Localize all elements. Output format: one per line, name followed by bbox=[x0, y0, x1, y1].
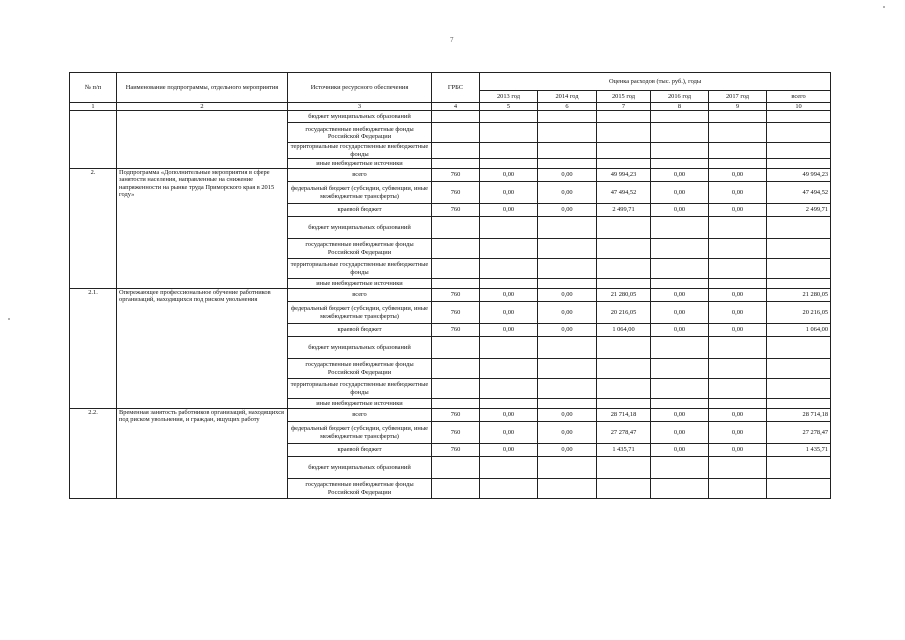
grbs-cell bbox=[432, 399, 480, 409]
section-name: Подпрограмма «Дополнительные мероприятия в сфере занятости населения, направленные на снижение напряженности на рынке труда Приморского края в 2015 году» bbox=[117, 169, 288, 289]
source-cell: государственные внебюджетные фонды Российской Федерации bbox=[288, 239, 432, 259]
grbs-cell bbox=[432, 379, 480, 399]
value-cell: 49 994,23 bbox=[767, 169, 831, 182]
source-cell: территориальные государственные внебюджетные фонды bbox=[288, 259, 432, 279]
num-cell bbox=[70, 111, 117, 169]
value-cell: 0,00 bbox=[651, 182, 709, 204]
empty-cell bbox=[767, 111, 831, 123]
section-name: Временная занятость работников организаций, находящихся под риском увольнения, и граждан, ищущих работу bbox=[117, 409, 288, 499]
value-cell bbox=[767, 259, 831, 279]
value-cell bbox=[480, 479, 538, 499]
value-cell: 0,00 bbox=[480, 182, 538, 204]
source-cell: иные внебюджетные источники bbox=[288, 279, 432, 289]
value-cell bbox=[480, 399, 538, 409]
column-index: 5 bbox=[480, 103, 538, 111]
value-cell bbox=[767, 359, 831, 379]
grbs-cell bbox=[432, 457, 480, 479]
year-header: 2017 год bbox=[709, 91, 767, 103]
value-cell bbox=[767, 457, 831, 479]
col-header-num: № п/п bbox=[70, 73, 117, 103]
value-cell: 0,00 bbox=[538, 289, 597, 302]
value-cell bbox=[651, 457, 709, 479]
value-cell: 0,00 bbox=[480, 302, 538, 324]
value-cell bbox=[767, 279, 831, 289]
value-cell: 0,00 bbox=[651, 169, 709, 182]
column-index: 8 bbox=[651, 103, 709, 111]
name-cell bbox=[117, 111, 288, 169]
source-cell: иные внебюджетные источники bbox=[288, 159, 432, 169]
value-cell bbox=[597, 457, 651, 479]
source-cell: государственные внебюджетные фонды Российской Федерации bbox=[288, 359, 432, 379]
value-cell bbox=[480, 457, 538, 479]
grbs-cell: 760 bbox=[432, 182, 480, 204]
section-number: 2.2. bbox=[70, 409, 117, 499]
value-cell bbox=[480, 359, 538, 379]
value-cell bbox=[597, 279, 651, 289]
value-cell: 0,00 bbox=[538, 409, 597, 422]
value-cell bbox=[709, 457, 767, 479]
value-cell: 0,00 bbox=[651, 409, 709, 422]
value-cell bbox=[651, 479, 709, 499]
value-cell: 0,00 bbox=[709, 444, 767, 457]
value-cell bbox=[538, 379, 597, 399]
value-cell bbox=[538, 259, 597, 279]
value-cell: 47 494,52 bbox=[767, 182, 831, 204]
value-cell bbox=[597, 217, 651, 239]
empty-cell bbox=[480, 111, 538, 123]
empty-cell bbox=[597, 143, 651, 159]
grbs-cell: 760 bbox=[432, 409, 480, 422]
value-cell: 0,00 bbox=[480, 444, 538, 457]
value-cell: 0,00 bbox=[651, 444, 709, 457]
column-index: 1 bbox=[70, 103, 117, 111]
source-cell: бюджет муниципальных образований bbox=[288, 217, 432, 239]
value-cell bbox=[651, 337, 709, 359]
value-cell bbox=[597, 399, 651, 409]
grbs-cell bbox=[432, 259, 480, 279]
value-cell bbox=[538, 457, 597, 479]
value-cell bbox=[651, 259, 709, 279]
value-cell bbox=[709, 337, 767, 359]
value-cell bbox=[538, 279, 597, 289]
value-cell bbox=[709, 217, 767, 239]
value-cell: 0,00 bbox=[538, 324, 597, 337]
value-cell: 0,00 bbox=[538, 422, 597, 444]
empty-cell bbox=[538, 123, 597, 143]
year-header: 2013 год bbox=[480, 91, 538, 103]
empty-cell bbox=[709, 143, 767, 159]
value-cell: 0,00 bbox=[709, 289, 767, 302]
empty-cell bbox=[432, 159, 480, 169]
column-index: 7 bbox=[597, 103, 651, 111]
value-cell: 21 280,05 bbox=[767, 289, 831, 302]
value-cell bbox=[651, 239, 709, 259]
value-cell: 49 994,23 bbox=[597, 169, 651, 182]
source-cell: федеральный бюджет (субсидии, субвенции, иные межбюджетные трансферты) bbox=[288, 422, 432, 444]
grbs-cell bbox=[432, 359, 480, 379]
grbs-cell: 760 bbox=[432, 422, 480, 444]
grbs-cell: 760 bbox=[432, 324, 480, 337]
value-cell bbox=[709, 379, 767, 399]
value-cell bbox=[709, 239, 767, 259]
value-cell bbox=[480, 217, 538, 239]
value-cell: 21 280,05 bbox=[597, 289, 651, 302]
scan-speck bbox=[883, 6, 885, 8]
value-cell bbox=[709, 279, 767, 289]
value-cell: 28 714,18 bbox=[597, 409, 651, 422]
value-cell bbox=[597, 359, 651, 379]
value-cell: 0,00 bbox=[538, 302, 597, 324]
value-cell bbox=[767, 479, 831, 499]
value-cell: 27 278,47 bbox=[597, 422, 651, 444]
value-cell: 0,00 bbox=[480, 409, 538, 422]
source-cell: всего bbox=[288, 409, 432, 422]
value-cell bbox=[597, 379, 651, 399]
value-cell bbox=[767, 399, 831, 409]
value-cell: 1 064,00 bbox=[597, 324, 651, 337]
value-cell bbox=[538, 399, 597, 409]
value-cell: 0,00 bbox=[709, 422, 767, 444]
empty-cell bbox=[597, 159, 651, 169]
value-cell: 47 494,52 bbox=[597, 182, 651, 204]
source-cell: краевой бюджет bbox=[288, 324, 432, 337]
empty-cell bbox=[597, 111, 651, 123]
value-cell bbox=[709, 399, 767, 409]
year-header: 2015 год bbox=[597, 91, 651, 103]
empty-cell bbox=[538, 159, 597, 169]
value-cell bbox=[651, 399, 709, 409]
source-cell: краевой бюджет bbox=[288, 204, 432, 217]
grbs-cell bbox=[432, 479, 480, 499]
empty-cell bbox=[597, 123, 651, 143]
source-cell: бюджет муниципальных образований bbox=[288, 111, 432, 123]
col-header-source: Источники ресурсного обеспечения bbox=[288, 73, 432, 103]
empty-cell bbox=[538, 143, 597, 159]
value-cell bbox=[651, 379, 709, 399]
value-cell: 27 278,47 bbox=[767, 422, 831, 444]
source-cell: бюджет муниципальных образований bbox=[288, 337, 432, 359]
value-cell bbox=[538, 359, 597, 379]
source-cell: иные внебюджетные источники bbox=[288, 399, 432, 409]
column-index: 10 bbox=[767, 103, 831, 111]
empty-cell bbox=[432, 111, 480, 123]
value-cell: 0,00 bbox=[651, 204, 709, 217]
grbs-cell bbox=[432, 217, 480, 239]
year-header: 2016 год bbox=[651, 91, 709, 103]
value-cell: 1 064,00 bbox=[767, 324, 831, 337]
value-cell: 0,00 bbox=[480, 422, 538, 444]
value-cell bbox=[651, 217, 709, 239]
value-cell bbox=[767, 239, 831, 259]
value-cell: 0,00 bbox=[538, 444, 597, 457]
grbs-cell bbox=[432, 239, 480, 259]
value-cell bbox=[480, 259, 538, 279]
section-name: Опережающее профессиональное обучение работников организаций, находящихся под риском увольнения bbox=[117, 289, 288, 409]
empty-cell bbox=[480, 159, 538, 169]
grbs-cell: 760 bbox=[432, 289, 480, 302]
value-cell: 28 714,18 bbox=[767, 409, 831, 422]
table-row bbox=[70, 169, 831, 182]
empty-cell bbox=[432, 143, 480, 159]
empty-cell bbox=[480, 143, 538, 159]
value-cell: 0,00 bbox=[651, 289, 709, 302]
value-cell: 0,00 bbox=[651, 422, 709, 444]
source-cell: краевой бюджет bbox=[288, 444, 432, 457]
column-index: 9 bbox=[709, 103, 767, 111]
value-cell: 1 435,71 bbox=[767, 444, 831, 457]
value-cell: 0,00 bbox=[709, 409, 767, 422]
grbs-cell: 760 bbox=[432, 169, 480, 182]
value-cell: 0,00 bbox=[709, 324, 767, 337]
value-cell bbox=[709, 359, 767, 379]
value-cell bbox=[651, 359, 709, 379]
value-cell bbox=[597, 259, 651, 279]
value-cell: 0,00 bbox=[709, 204, 767, 217]
year-header: 2014 год bbox=[538, 91, 597, 103]
empty-cell bbox=[651, 111, 709, 123]
source-cell: территориальные государственные внебюджетные фонды bbox=[288, 143, 432, 159]
value-cell bbox=[538, 479, 597, 499]
value-cell: 0,00 bbox=[480, 289, 538, 302]
section-number: 2. bbox=[70, 169, 117, 289]
value-cell bbox=[538, 239, 597, 259]
value-cell bbox=[767, 337, 831, 359]
value-cell: 2 499,71 bbox=[767, 204, 831, 217]
value-cell: 0,00 bbox=[538, 204, 597, 217]
value-cell bbox=[480, 239, 538, 259]
grbs-cell bbox=[432, 279, 480, 289]
value-cell: 0,00 bbox=[651, 302, 709, 324]
source-cell: государственные внебюджетные фонды Российской Федерации bbox=[288, 123, 432, 143]
grbs-cell: 760 bbox=[432, 204, 480, 217]
year-header: всего bbox=[767, 91, 831, 103]
value-cell: 0,00 bbox=[480, 204, 538, 217]
value-cell bbox=[597, 239, 651, 259]
source-cell: государственные внебюджетные фонды Российской Федерации bbox=[288, 479, 432, 499]
table-row bbox=[70, 409, 831, 422]
empty-cell bbox=[767, 143, 831, 159]
empty-cell bbox=[709, 123, 767, 143]
value-cell: 0,00 bbox=[709, 302, 767, 324]
value-cell: 0,00 bbox=[538, 169, 597, 182]
value-cell: 0,00 bbox=[709, 182, 767, 204]
empty-cell bbox=[538, 111, 597, 123]
col-header-name: Наименование подпрограммы, отдельного мероприятия bbox=[117, 73, 288, 103]
value-cell: 0,00 bbox=[480, 324, 538, 337]
grbs-cell: 760 bbox=[432, 302, 480, 324]
column-index-row bbox=[70, 103, 831, 111]
value-cell: 0,00 bbox=[651, 324, 709, 337]
empty-cell bbox=[651, 143, 709, 159]
value-cell: 1 435,71 bbox=[597, 444, 651, 457]
value-cell bbox=[597, 479, 651, 499]
value-cell bbox=[480, 279, 538, 289]
empty-cell bbox=[651, 123, 709, 143]
grbs-cell: 760 bbox=[432, 444, 480, 457]
empty-cell bbox=[651, 159, 709, 169]
source-cell: федеральный бюджет (субсидии, субвенции, иные межбюджетные трансферты) bbox=[288, 302, 432, 324]
value-cell bbox=[538, 337, 597, 359]
source-cell: всего bbox=[288, 289, 432, 302]
column-index: 2 bbox=[117, 103, 288, 111]
source-cell: бюджет муниципальных образований bbox=[288, 457, 432, 479]
empty-cell bbox=[480, 123, 538, 143]
source-cell: федеральный бюджет (субсидии, субвенции, иные межбюджетные трансферты) bbox=[288, 182, 432, 204]
value-cell bbox=[767, 379, 831, 399]
table-body bbox=[70, 111, 831, 499]
value-cell: 0,00 bbox=[538, 182, 597, 204]
table-row bbox=[70, 111, 831, 123]
value-cell bbox=[480, 379, 538, 399]
table-row bbox=[70, 289, 831, 302]
value-cell bbox=[538, 217, 597, 239]
empty-cell bbox=[709, 111, 767, 123]
page-number: 7 bbox=[450, 36, 454, 44]
grbs-cell bbox=[432, 337, 480, 359]
empty-cell bbox=[767, 123, 831, 143]
empty-cell bbox=[709, 159, 767, 169]
value-cell bbox=[709, 259, 767, 279]
budget-table bbox=[69, 72, 831, 499]
value-cell bbox=[651, 279, 709, 289]
value-cell bbox=[597, 337, 651, 359]
value-cell: 0,00 bbox=[709, 169, 767, 182]
value-cell bbox=[709, 479, 767, 499]
value-cell: 0,00 bbox=[480, 169, 538, 182]
scan-speck bbox=[8, 318, 10, 320]
source-cell: всего bbox=[288, 169, 432, 182]
value-cell: 20 216,05 bbox=[597, 302, 651, 324]
empty-cell bbox=[767, 159, 831, 169]
value-cell bbox=[767, 217, 831, 239]
column-index: 3 bbox=[288, 103, 432, 111]
section-number: 2.1. bbox=[70, 289, 117, 409]
source-cell: территориальные государственные внебюджетные фонды bbox=[288, 379, 432, 399]
value-cell: 2 499,71 bbox=[597, 204, 651, 217]
empty-cell bbox=[432, 123, 480, 143]
column-index: 4 bbox=[432, 103, 480, 111]
column-index: 6 bbox=[538, 103, 597, 111]
col-header-grbs: ГРБС bbox=[432, 73, 480, 103]
value-cell bbox=[480, 337, 538, 359]
col-header-cost: Оценка расходов (тыс. руб.), годы bbox=[480, 73, 831, 91]
value-cell: 20 216,05 bbox=[767, 302, 831, 324]
